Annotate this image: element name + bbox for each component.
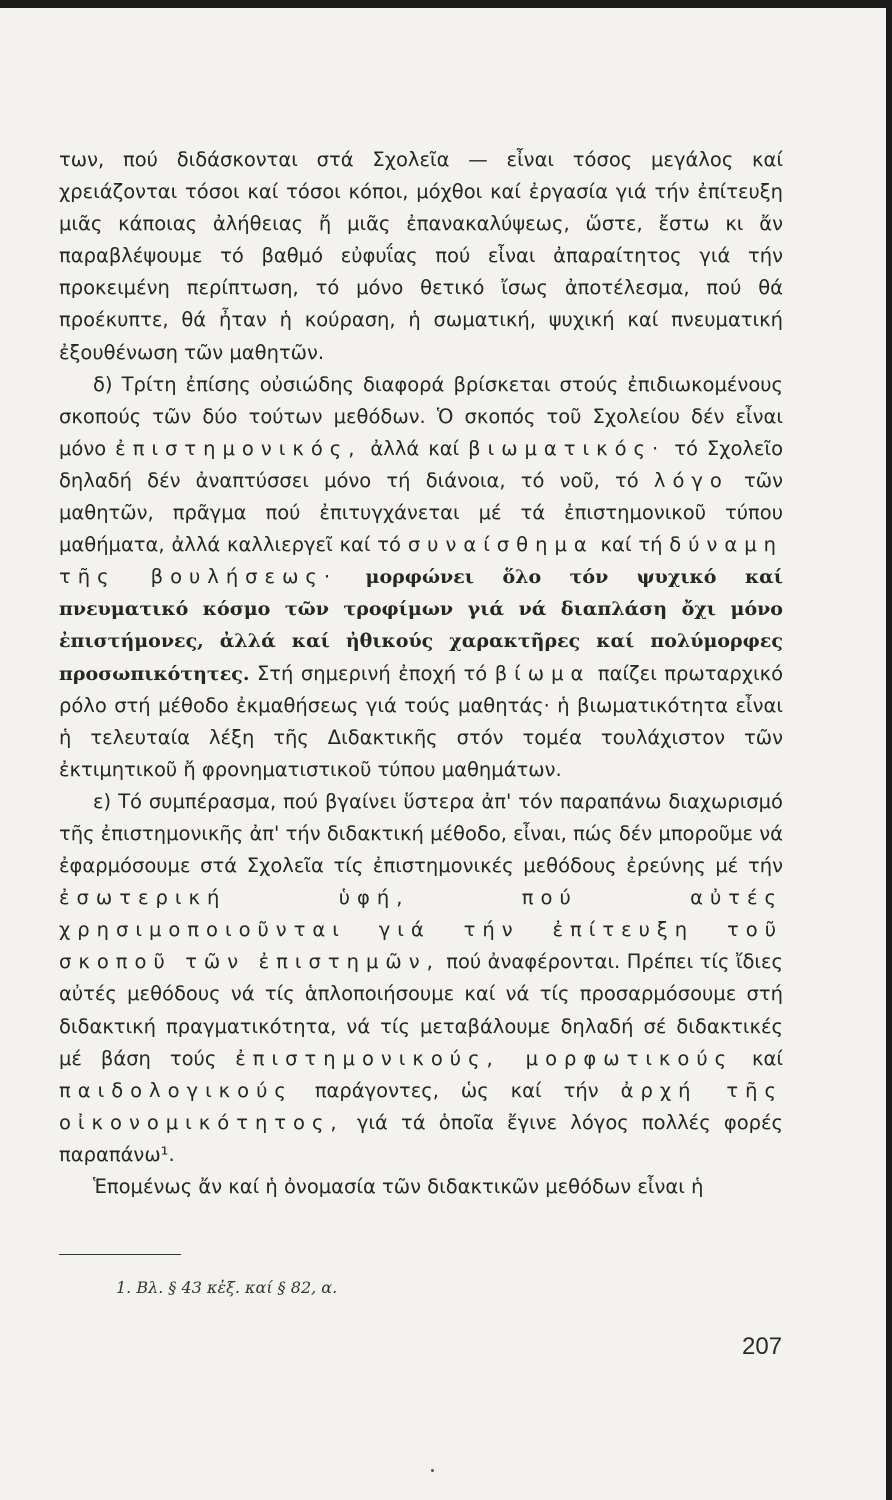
spaced-emphasis-text: ἐπιστημονικούς, μορφωτικούς bbox=[235, 1046, 734, 1070]
text-run: ἀλλά καί bbox=[361, 436, 469, 460]
text-run: παίζει πρωταρχικό ρόλο στή μέθοδο ἐκμαθήσεως γιά τούς μαθητάς· ἡ βιωματικότητα εἶναι ἡ τελευταία λέξη τῆς Διδακτικῆς στόν τομέα τουλάχιστον τῶν ἐκτιμητικοῦ ἤ φρονηματιστικοῦ τύπου μαθημάτων. bbox=[59, 661, 783, 781]
spaced-emphasis-text: βίωμα bbox=[494, 661, 591, 685]
body-text bbox=[59, 144, 783, 1203]
paragraph bbox=[59, 369, 783, 786]
paper-speck bbox=[431, 1469, 434, 1472]
text-run: τῶν μαθητῶν, πρᾶγμα πού ἐπιτυγχάνεται μέ τά ἐπιστημονικοῦ τύπου μαθήματα, ἀλλά καλλιεργεῖ καί τό bbox=[59, 468, 783, 557]
spaced-emphasis-text: δύναμη τῆς βουλήσεως· bbox=[59, 533, 784, 589]
spaced-emphasis-text: βιωματικός· bbox=[468, 436, 666, 460]
spaced-emphasis-text: λόγο bbox=[653, 468, 729, 492]
text-run: καί bbox=[733, 1046, 783, 1070]
paragraph bbox=[59, 1171, 783, 1203]
spaced-emphasis-text: παιδολογικούς bbox=[59, 1078, 293, 1102]
page-number: 207 bbox=[742, 1333, 783, 1360]
text-run: Ἑπομένως ἄν καί ἡ ὀνομασία τῶν διδακτικῶν μεθόδων εἶναι ἡ bbox=[93, 1175, 704, 1198]
footnote-separator bbox=[59, 1254, 181, 1255]
text-run: δ) Τρίτη ἐπίσης οὐσιώδης διαφορά βρίσκεται στούς ἐπιδιωκομένους σκοπούς τῶν δύο τούτων μεθόδων. Ὁ σκοπός τοῦ Σχολείου δέν εἶναι μόνο bbox=[59, 372, 783, 460]
text-run: καί τή bbox=[593, 533, 670, 557]
spaced-emphasis-text: ἐπιστημονικός, bbox=[115, 436, 362, 460]
spaced-emphasis-text: συναίσθημα bbox=[407, 533, 594, 557]
footnote: 1. Βλ. § 43 κἑξ. καί § 82, α. bbox=[116, 1278, 338, 1297]
text-run: ε) Τό συμπέρασμα, πού βγαίνει ὕστερα ἀπ' τόν παραπάνω διαχωρισμό τῆς ἐπιστημονικῆς ἀπ' τήν διδακτική μέθοδο, εἶναι, πώς δέν μποροῦμε νά ἐφαρμόσουμε στά Σχολεῖα τίς ἐπιστημονικές μεθόδους ἐρεύνης μέ τήν bbox=[59, 789, 783, 878]
text-run: των, πού διδάσκονται στά Σχολεῖα — εἶναι τόσος μεγάλος καί χρειάζονται τόσοι καί τόσοι κόποι, μόχθοι καί ἐργασία γιά τήν ἐπίτευξη μιᾶς κάποιας ἀλήθειας ἤ μιᾶς ἐπανακαλύψεως, ὥστε, ἔστω κι ἄν παραβλέψουμε τό βαθμό εὐφυΐας πού εἶναι ἀπαραίτητος γιά τήν προκειμένη περίπτωση, τό μόνο θετικό ἴσως ἀποτέλεσμα, πού θά προέκυπτε, θά ἦταν ἡ κούραση, ἡ σωματική, ψυχική καί πνευματική ἐξουθένωση τῶν μαθητῶν. bbox=[59, 148, 783, 364]
text-run: Στή σημερινή ἐποχή τό bbox=[249, 661, 495, 685]
text-run: γιά τά ὁποῖα ἔγινε λόγος πολλές φορές παραπάνω¹. bbox=[59, 1110, 783, 1166]
bold-emphasis-text: μορφώνει ὅλο τόν ψυχικό καί πνευματικό κόσμο τῶν τροφίμων γιά νά διαπλάση ὄχι μόνο ἐπιστήμονες, ἀλλά καί ἠθικούς χαρακτῆρες καί πολύμορφες προσωπικότητες. bbox=[59, 566, 783, 685]
text-run: τό Σχολεῖο δηλαδή δέν ἀναπτύσσει μόνο τή διάνοια, τό νοῦ, τό bbox=[59, 436, 783, 492]
text-run: παράγοντες, ὡς καί τήν bbox=[292, 1078, 621, 1102]
text-run: πού ἀναφέρονται. Πρέπει τίς ἴδιες αὐτές μεθόδους νά τίς ἁπλοποιήσουμε καί νά τίς προσαρμόσουμε στή διδακτική πραγματικότητα, νά τίς μεταβάλουμε δηλαδή σέ διδακτικές μέ βάση τούς bbox=[59, 950, 783, 1070]
spaced-emphasis-text: ἀρχή τῆς οἰκονομικότητος, bbox=[59, 1078, 783, 1134]
spaced-emphasis-text: ἐσωτερική ὑφή, πού αὐτές χρησιμοποιοῦνται γιά τήν ἐπίτευξη τοῦ σκοποῦ τῶν ἐπιστημῶν, bbox=[59, 886, 783, 974]
paragraph bbox=[59, 786, 783, 1171]
paragraph bbox=[59, 144, 783, 369]
